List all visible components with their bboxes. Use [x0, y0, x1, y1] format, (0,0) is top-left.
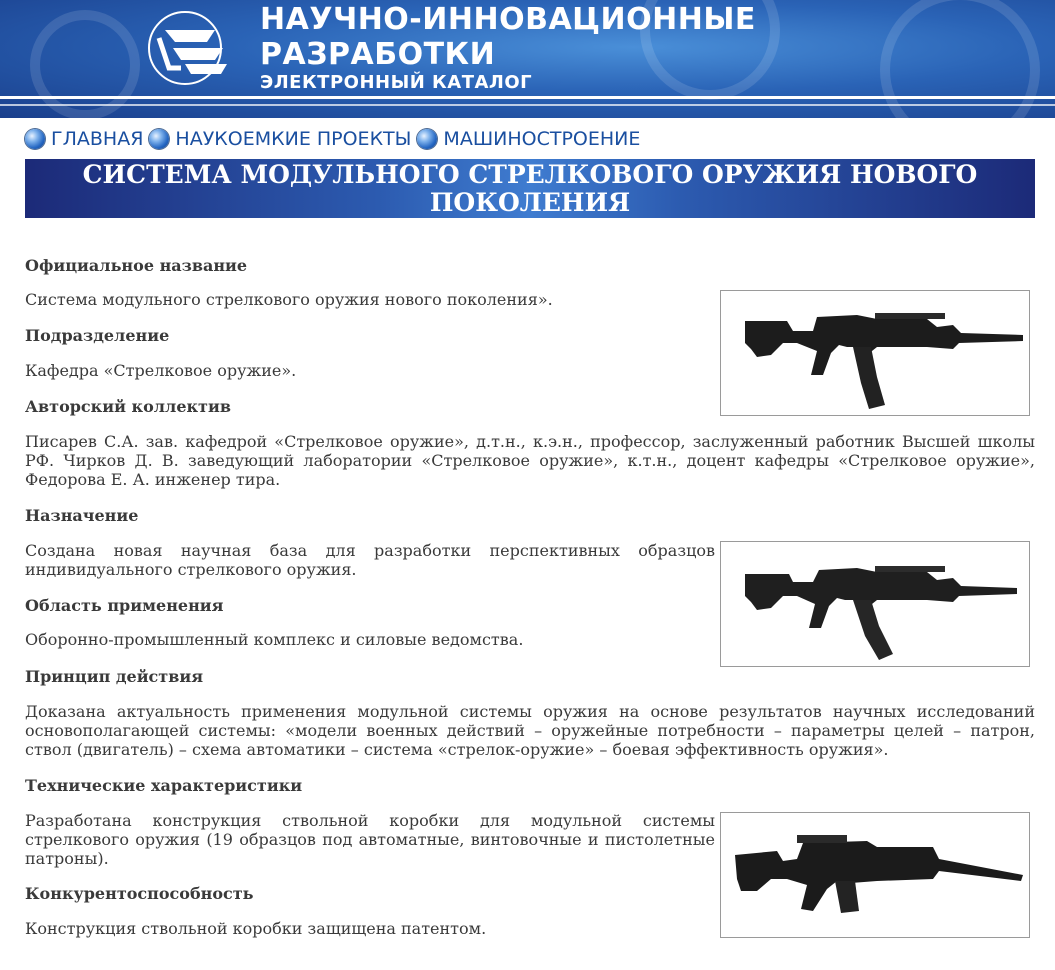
- section-heading-application: Область применения: [25, 596, 224, 615]
- section-text-department: Кафедра «Стрелковое оружие».: [25, 361, 297, 380]
- breadcrumb-mechanical-link[interactable]: [417, 128, 640, 150]
- page-title-line1: СИСТЕМА МОДУЛЬНОГО СТРЕЛКОВОГО ОРУЖИЯ НОВОГО: [82, 160, 978, 189]
- page-title: [25, 161, 1035, 217]
- section-text-purpose: Создана новая научная база для разработки перспективных образцов индивидуального стрелкового оружия.: [25, 541, 715, 579]
- section-heading-competitiveness: Конкурентоспособность: [25, 884, 254, 903]
- section-heading-authors: Авторский коллектив: [25, 397, 231, 416]
- bullet-ball-icon: [25, 129, 45, 149]
- breadcrumb-projects-link[interactable]: [149, 128, 411, 150]
- header-stripe: [0, 96, 1055, 99]
- header-title-line1: НАУЧНО-ИННОВАЦИОННЫЕ: [260, 2, 756, 37]
- section-text-principle: Доказана актуальность применения модульной системы оружия на основе результатов научных исследований основополагающей системы: «модели военных действий – оружейные потребности – параметры целей – патрон, ствол (двигатель) – схема автоматики – система «стрелок-оружие» – боевая эффективность оружия».: [25, 702, 1035, 759]
- rifle-photo-1[interactable]: [720, 290, 1030, 416]
- rifle-image: [727, 819, 1023, 931]
- page-title-bar: [25, 159, 1035, 218]
- header-title-line2: РАЗРАБОТКИ: [260, 37, 496, 72]
- breadcrumb-home-link[interactable]: [25, 128, 143, 150]
- university-logo-icon[interactable]: [145, 8, 235, 92]
- section-heading-principle: Принцип действия: [25, 667, 204, 686]
- breadcrumb: [25, 126, 646, 152]
- section-heading-specs: Технические характеристики: [25, 776, 303, 795]
- decorative-gear-icon: [880, 0, 1040, 118]
- decorative-gear-icon: [30, 10, 140, 118]
- breadcrumb-label: НАУКОЕМКИЕ ПРОЕКТЫ: [175, 128, 412, 150]
- breadcrumb-label: МАШИНОСТРОЕНИЕ: [443, 128, 641, 150]
- page-title-line2: ПОКОЛЕНИЯ: [429, 188, 631, 217]
- rifle-image: [727, 548, 1023, 660]
- section-text-authors: Писарев С.А. зав. кафедрой «Стрелковое оружие», д.т.н., к.э.н., профессор, заслуженный работник Высшей школы РФ. Чирков Д. В. заведующий лаборатории «Стрелковое оружие», к.т.н., доцент кафедры «Стрелковое оружие», Федорова Е. А. инженер тира.: [25, 432, 1035, 489]
- breadcrumb-label: ГЛАВНАЯ: [51, 128, 144, 150]
- bullet-ball-icon: [149, 129, 169, 149]
- rifle-photo-2[interactable]: [720, 541, 1030, 667]
- section-text-competitiveness: Конструкция ствольной коробки защищена патентом.: [25, 919, 487, 938]
- rifle-image: [727, 297, 1023, 409]
- section-text-official-name: Система модульного стрелкового оружия нового поколения».: [25, 290, 553, 309]
- rifle-photo-3[interactable]: [720, 812, 1030, 938]
- section-text-application: Оборонно-промышленный комплекс и силовые ведомства.: [25, 630, 524, 649]
- section-heading-department: Подразделение: [25, 326, 170, 345]
- section-text-specs: Разработана конструкция ствольной коробки для модульной системы стрелкового оружия (19 образцов под автоматные, винтовочные и пистолетные патроны).: [25, 811, 715, 868]
- bullet-ball-icon: [417, 129, 437, 149]
- header-banner: [0, 0, 1055, 118]
- header-stripe: [0, 104, 1055, 106]
- header-subtitle: ЭЛЕКТРОННЫЙ КАТАЛОГ: [260, 72, 533, 93]
- section-heading-purpose: Назначение: [25, 506, 139, 525]
- section-heading-official-name: Официальное название: [25, 256, 248, 275]
